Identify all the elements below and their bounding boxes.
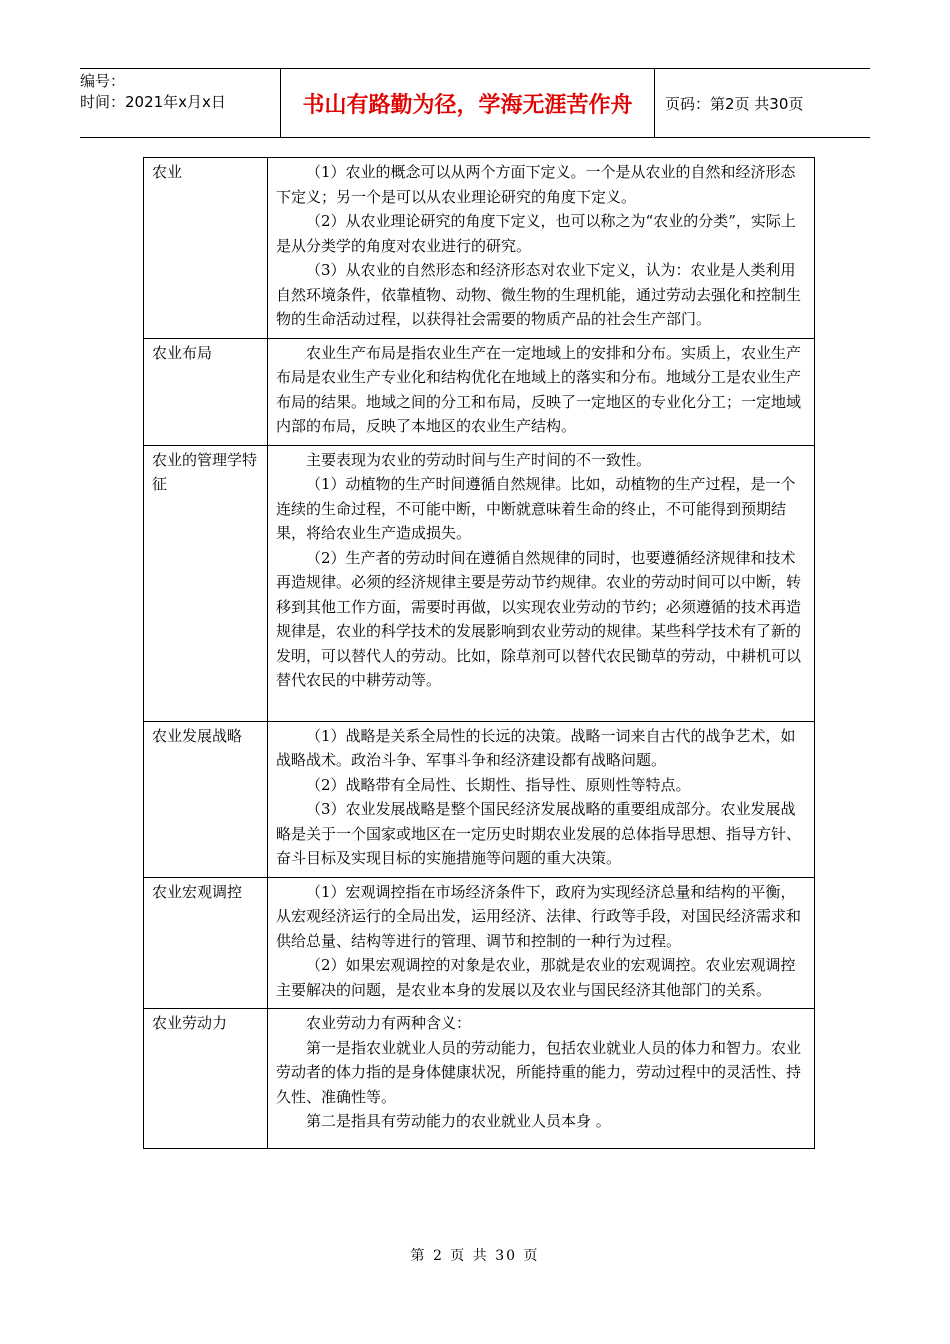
page-footer: 第 2 页 共 30 页 <box>410 1248 540 1264</box>
definition-paragraph: （3）农业发展战略是整个国民经济发展战略的重要组成部分。农业发展战略是关于一个国家或地区在一定历史时期农业发展的总体指导思想、指导方针、奋斗目标及实现目标的实施措施等问题的重大决策。 <box>276 800 802 867</box>
definition-paragraph: 农业生产布局是指农业生产在一定地域上的安排和分布。实质上，农业生产布局是农业生产专业化和结构优化在地域上的落实和分布。地域分工是农业生产布局的结果。地域之间的分工和布局，反映了一定地区的专业化分工；一定地域内部的布局，反映了本地区的农业生产结构。 <box>276 343 802 435</box>
document-number-label: 编号： <box>80 72 126 90</box>
document-date-label: 时间：2021年x月x日 <box>80 93 226 111</box>
table-row <box>144 158 815 339</box>
term-cell: 农业发展战略 <box>144 721 268 877</box>
table-row <box>144 338 815 445</box>
definition-cell <box>268 445 815 721</box>
definition-paragraph: （3）从农业的自然形态和经济形态对农业下定义，认为：农业是人类利用自然环境条件，依靠植物、动物、微生物的生理机能，通过劳动去强化和控制生物的生命活动过程，以获得社会需要的物质产品的社会生产部门。 <box>276 261 802 328</box>
table-row <box>144 445 815 721</box>
definition-paragraph: （2）生产者的劳动时间在遵循自然规律的同时，也要遵循经济规律和技术再造规律。必须的经济规律主要是劳动节约规律。农业的劳动时间可以中断，转移到其他工作方面，需要时再做，以实现农业劳动的节约；必须遵循的技术再造规律是，农业的科学技术的发展影响到农业劳动的规律。某些科学技术有了新的发明，可以替代人的劳动。比如，除草剂可以替代农民锄草的劳动，中耕机可以替代农民的中耕劳动等。 <box>276 548 802 689</box>
definition-cell <box>268 158 815 339</box>
definition-paragraph: 第一是指农业就业人员的劳动能力，包括农业就业人员的体力和智力。农业劳动者的体力指的是身体健康状况，所能持重的能力，劳动过程中的灵活性、持久性、准确性等。 <box>276 1038 802 1106</box>
definitions-table <box>143 157 815 1149</box>
definition-paragraph: （1）战略是关系全局性的长远的决策。战略一词来自古代的战争艺术，如战略战术。政治斗争、军事斗争和经济建设都有战略问题。 <box>276 726 796 769</box>
definition-paragraph: 农业劳动力有两种含义： <box>306 1014 472 1032</box>
term-cell: 农业的管理学特征 <box>144 445 268 721</box>
table-row <box>144 721 815 877</box>
definition-paragraph: 主要表现为农业的劳动时间与生产时间的不一致性。 <box>306 450 652 469</box>
table-row <box>144 1009 815 1149</box>
definition-paragraph: （2）如果宏观调控的对象是农业，那就是农业的宏观调控。农业宏观调控主要解决的问题，是农业本身的发展以及农业与国民经济其他部门的关系。 <box>276 956 796 999</box>
definition-cell <box>268 1009 815 1149</box>
definition-cell <box>268 721 815 877</box>
term-cell: 农业劳动力 <box>144 1009 268 1149</box>
definition-paragraph: （1）宏观调控指在市场经济条件下，政府为实现经济总量和结构的平衡，从宏观经济运行的全局出发，运用经济、法律、行政等手段，对国民经济需求和供给总量、结构等进行的管理、调节和控制的一种行为过程。 <box>276 882 802 950</box>
definition-cell <box>268 338 815 445</box>
definition-paragraph: （1）农业的概念可以从两个方面下定义。一个是从农业的自然和经济形态下定义；另一个是可以从农业理论研究的角度下定义。 <box>276 163 796 206</box>
definition-paragraph: 第二是指具有劳动能力的农业就业人员本身 。 <box>306 1112 611 1130</box>
header-motto: 书山有路勤为径，学海无涯苦作舟 <box>280 69 655 137</box>
definition-cell <box>268 877 815 1009</box>
term-cell: 农业布局 <box>144 338 268 445</box>
definition-paragraph: （2）战略带有全局性、长期性、指导性、原则性等特点。 <box>306 775 691 794</box>
header-page-code: 页码：第2页 共30页 <box>665 94 804 113</box>
definition-paragraph: （2）从农业理论研究的角度下定义，也可以称之为“农业的分类”，实际上是从分类学的角度对农业进行的研究。 <box>276 212 796 255</box>
page-header <box>80 68 870 138</box>
header-meta <box>80 69 280 137</box>
table-row <box>144 877 815 1009</box>
definition-paragraph: （1）动植物的生产时间遵循自然规律。比如，动植物的生产过程，是一个连续的生命过程，不可能中断，中断就意味着生命的终止，不可能得到预期结果，将给农业生产造成损失。 <box>276 475 796 542</box>
term-cell: 农业宏观调控 <box>144 877 268 1009</box>
term-cell: 农业 <box>144 158 268 339</box>
